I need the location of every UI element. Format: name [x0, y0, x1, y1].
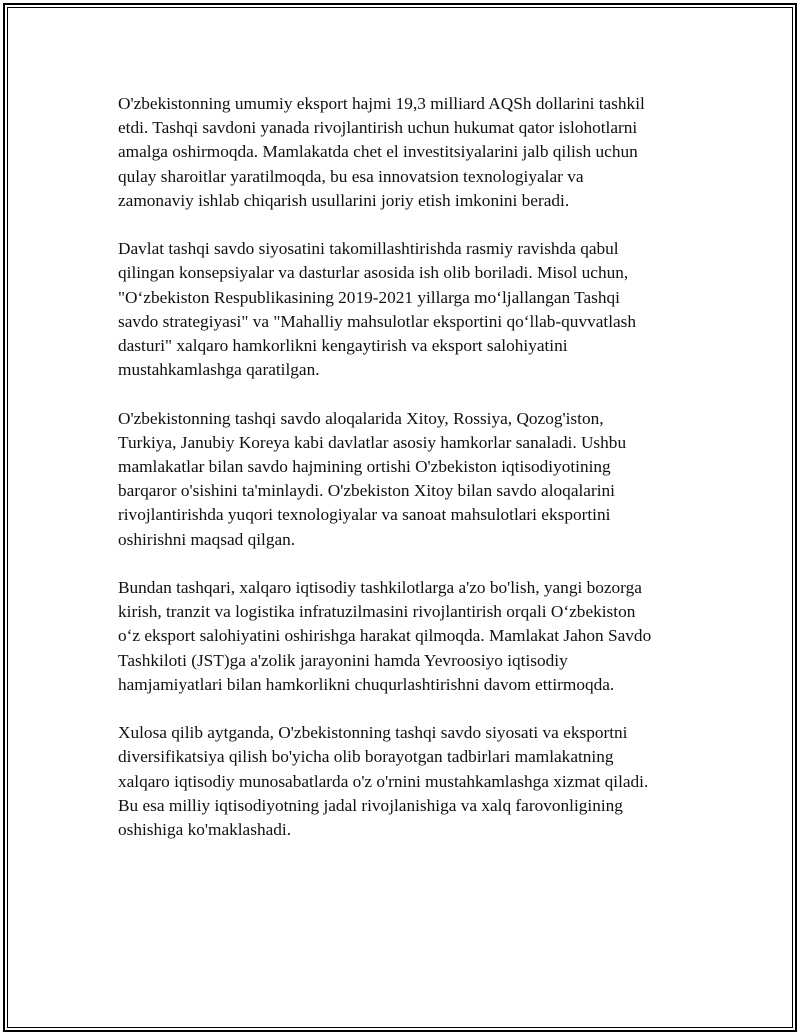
paragraph-international-integration: Bundan tashqari, xalqaro iqtisodiy tashkilotlarga a'zo bo'lish, yangi bozorga kirish, tranzit va logistika infratuzilmasini rivojlantirish orqali O‘zbekiston o‘z eksport salohiyatini oshirishga harakat qilmoqda. Mamlakat Jahon Savdo Tashkiloti (JST)ga a'zolik jarayonini hamda Yevroosiyo iqtisodiy hamjamiyatlari bilan hamkorlikni chuqurlashtirishni davom ettirmoqda. [118, 578, 652, 694]
paragraph-conclusion: Xulosa qilib aytganda, O'zbekistonning tashqi savdo siyosati va eksportni diversifikatsiya qilish bo'yicha olib borayotgan tadbirlari mamlakatning xalqaro iqtisodiy munosabatlarda o'z o'rnini mustahkamlashga xizmat qiladi. Bu esa milliy iqtisodiyotning jadal rivojlanishiga va xalq farovonligining oshishiga ko'maklashadi. [118, 723, 649, 840]
paragraph-trade-partners: O'zbekistonning tashqi savdo aloqalarida Xitoy, Rossiya, Qozog'iston, Turkiya, Janubiy Koreya kabi davlatlar asosiy hamkorlar sanaladi. Ushbu mamlakatlar bilan savdo hajmining ortishi O'zbekiston iqtisodiyotining barqaror o'sishini ta'minlaydi. O'zbekiston Xitoy bilan savdo aloqalarini rivojlantirishda yuqori texnologiyalar va sanoat mahsulotlari eksportini oshirishni maqsad qilgan. [118, 408, 627, 549]
paragraph-trade-policy: Davlat tashqi savdo siyosatini takomillashtirishda rasmiy ravishda qabul qilingan konsepsiyalar va dasturlar asosida ish olib boriladi. Misol uchun, "O‘zbekiston Respublikasining 2019-2021 yillarga mo‘ljallangan Tashqi savdo strategiyasi" va "Mahalliy mahsulotlar eksportini qo‘llab-quvvatlash dasturi" xalqaro hamkorlikni kengaytirish va eksport salohiyatini mustahkamlashga qaratilgan. [118, 239, 637, 380]
document-body [118, 92, 698, 866]
paragraph-export-volume: O'zbekistonning umumiy eksport hajmi 19,3 milliard AQSh dollarini tashkil etdi. Tashqi savdoni yanada rivojlantirish uchun hukumat qator islohotlarni amalga oshirmoqda. Mamlakatda chet el investitsiyalarini jalb qilish uchun qulay sharoitlar yaratilmoqda, bu esa innovatsion texnologiyalar va zamonaviy ishlab chiqarish usullarini joriy etish imkonini beradi. [118, 94, 645, 210]
